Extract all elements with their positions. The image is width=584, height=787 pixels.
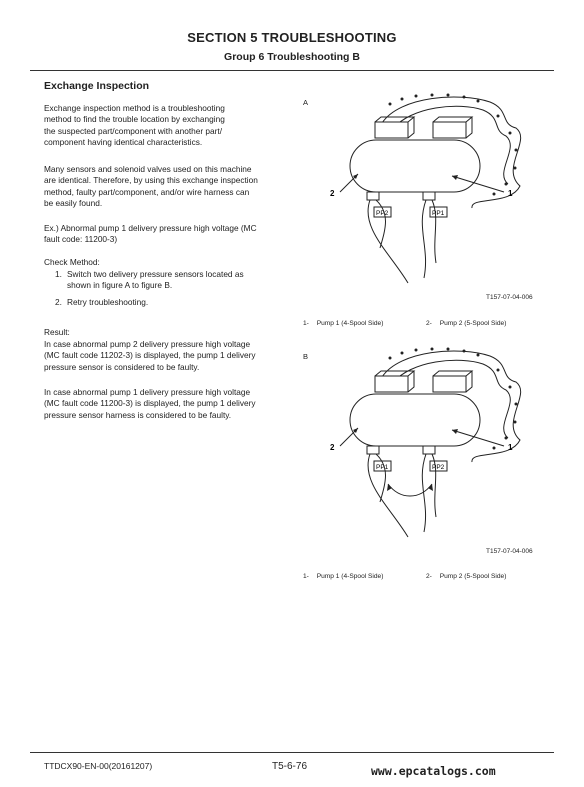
- result-paragraph-1: [44, 339, 288, 373]
- header-rule: [30, 70, 554, 71]
- step-text: Switch two delivery pressure sensors located as: [67, 269, 244, 279]
- legend-num: 2-: [426, 573, 432, 580]
- figure-b-label: B: [303, 352, 309, 361]
- section-heading: Exchange Inspection: [44, 80, 150, 92]
- legend-text: Pump 1 (4-Spool Side): [316, 320, 384, 327]
- example-paragraph: [44, 223, 288, 246]
- figure-b-diagram: [320, 342, 545, 542]
- text-line: (MC fault code 11202-3) is displayed, the pump 1 delivery: [44, 350, 256, 361]
- legend-num: 1-: [303, 573, 309, 580]
- check-method-label: Check Method:: [44, 257, 100, 267]
- group-title: Group 6 Troubleshooting B: [224, 51, 360, 63]
- step-text: Retry troubleshooting.: [67, 297, 149, 307]
- figure-b-legend-2: [426, 573, 506, 580]
- figure-a-legend-2: [426, 320, 506, 327]
- step-number: 1.: [55, 269, 62, 279]
- text-line: method, faulty part/component, and/or wire harness can: [44, 186, 250, 197]
- legend-num: 2-: [426, 320, 432, 327]
- legend-text: Pump 2 (5-Spool Side): [439, 573, 507, 580]
- text-line: (MC fault code 11200-3) is displayed, the pump 1 delivery: [44, 398, 256, 409]
- text-line: pressure sensor harness is considered to be faulty.: [44, 409, 232, 420]
- text-line: the suspected part/component with another part/: [44, 125, 223, 136]
- figure-a-diagram: [320, 88, 545, 288]
- step-text: shown in figure A to figure B.: [67, 280, 173, 291]
- sensors-paragraph: [44, 164, 288, 209]
- legend-text: Pump 2 (5-Spool Side): [439, 320, 507, 327]
- watermark-text: www.epcatalogs.com: [371, 764, 496, 778]
- figure-b-code: T157-07-04-006: [486, 548, 533, 555]
- legend-text: Pump 1 (4-Spool Side): [316, 573, 384, 580]
- footer-rule: [30, 752, 554, 753]
- footer-doc-code: TTDCX90-EN-00(20161207): [44, 761, 153, 771]
- text-line: Many sensors and solenoid valves used on this machine: [44, 164, 252, 174]
- text-line: component having identical characteristics.: [44, 136, 203, 147]
- figure-b-callout-1: 1: [508, 443, 513, 452]
- step-1: [55, 269, 285, 292]
- result-paragraph-2: [44, 387, 288, 421]
- figure-a-legend-1: [303, 320, 383, 327]
- figure-a-right-connector: PP1: [432, 210, 445, 217]
- step-2: [55, 297, 285, 308]
- text-line: be easily found.: [44, 197, 103, 208]
- text-line: Ex.) Abnormal pump 1 delivery pressure high voltage (MC: [44, 223, 257, 233]
- figure-a-left-connector: PP2: [376, 210, 389, 217]
- step-number: 2.: [55, 297, 62, 307]
- figure-b-callout-2: 2: [330, 443, 335, 452]
- text-line: Exchange inspection method is a troubleshooting: [44, 103, 225, 113]
- figure-b-legend-1: [303, 573, 383, 580]
- result-label: Result:: [44, 327, 70, 337]
- text-line: pressure sensor is considered to be faulty.: [44, 361, 200, 372]
- figure-a-code: T157-07-04-006: [486, 294, 533, 301]
- text-line: fault code: 11200-3): [44, 234, 118, 245]
- figure-a-callout-2: 2: [330, 189, 335, 198]
- footer-page-number: T5-6-76: [272, 761, 308, 772]
- figure-a-callout-1: 1: [508, 189, 513, 198]
- section-title: SECTION 5 TROUBLESHOOTING: [187, 30, 397, 45]
- intro-paragraph: [44, 103, 288, 148]
- text-line: are identical. Therefore, by using this exchange inspection: [44, 175, 258, 186]
- text-line: method to find the trouble location by exchanging: [44, 114, 225, 125]
- figure-b-left-connector: PP1: [376, 464, 389, 471]
- text-line: In case abnormal pump 1 delivery pressure high voltage: [44, 387, 251, 397]
- figure-a-label: A: [303, 98, 309, 107]
- text-line: In case abnormal pump 2 delivery pressure high voltage: [44, 339, 251, 349]
- figure-b-right-connector: PP2: [432, 464, 445, 471]
- legend-num: 1-: [303, 320, 309, 327]
